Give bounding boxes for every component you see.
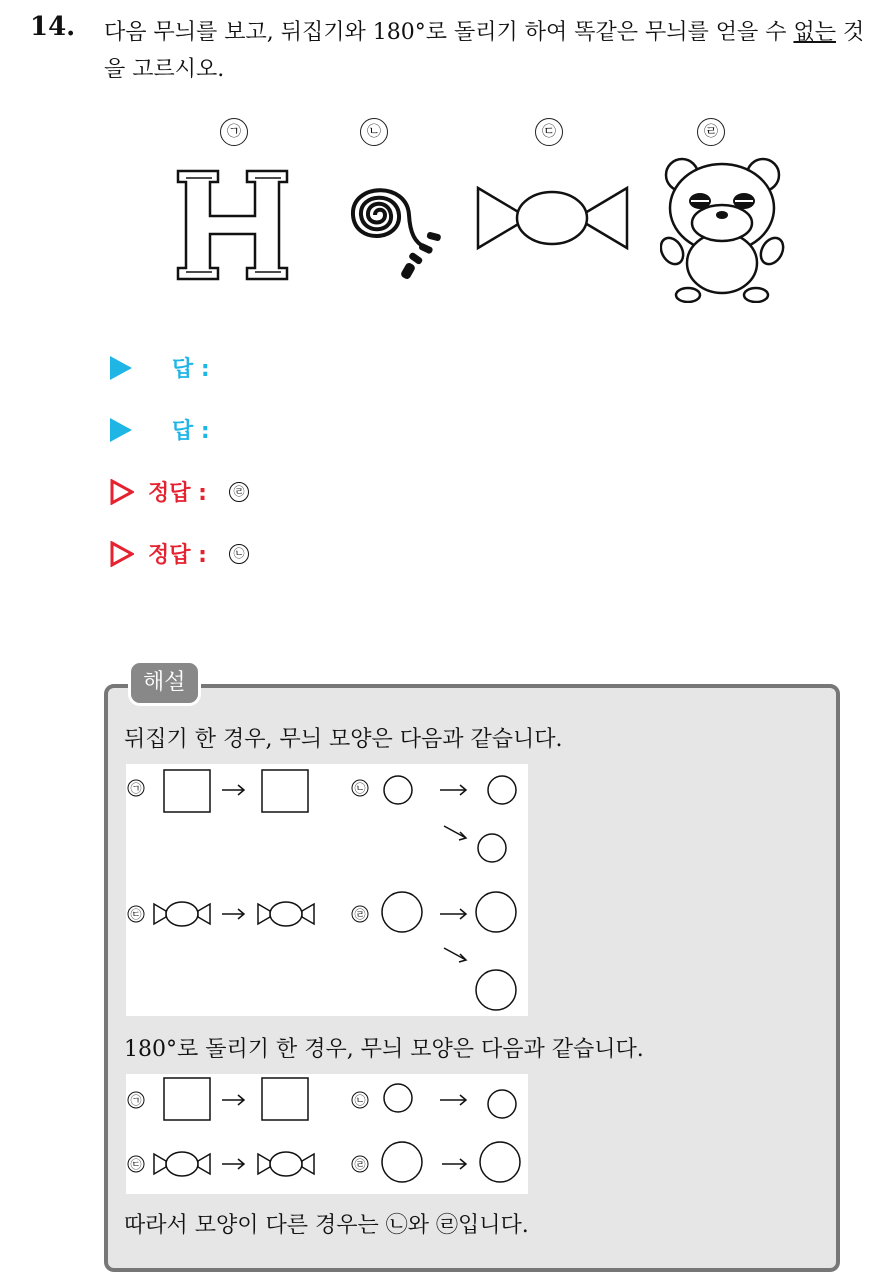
correct-value: ㉡ xyxy=(229,544,249,564)
question-text-part: 것을 고르시오. xyxy=(104,20,865,82)
panel-label: ㉠ xyxy=(130,1094,142,1107)
bear-figure xyxy=(660,153,785,303)
panel-label: ㉢ xyxy=(130,908,142,921)
play-outline-icon xyxy=(110,541,134,567)
panel-label: ㉡ xyxy=(354,1094,366,1107)
explanation-tab: 해설 xyxy=(128,660,201,706)
question-number: 14. xyxy=(30,12,76,42)
candy-figure xyxy=(475,183,630,253)
correct-value: ㉣ xyxy=(229,482,249,502)
correct-answer-row xyxy=(110,538,249,569)
figure-label: ㉡ xyxy=(360,118,388,146)
panel-label: ㉢ xyxy=(130,1158,142,1171)
answer-row xyxy=(110,352,232,383)
play-outline-icon xyxy=(110,479,134,505)
figure-label: ㉢ xyxy=(535,118,563,146)
play-icon xyxy=(110,418,132,442)
panel-label: ㉣ xyxy=(354,1158,366,1171)
figure-label: ㉣ xyxy=(697,118,725,146)
panel-label: ㉣ xyxy=(354,908,366,921)
correct-label: 정답 : xyxy=(148,481,207,506)
correct-answer-row xyxy=(110,476,249,507)
h-shape-figure xyxy=(175,168,290,283)
flip-diagram xyxy=(126,764,528,1016)
explanation-line: 180°로 돌리기 한 경우, 무늬 모양은 다음과 같습니다. xyxy=(124,1037,644,1062)
pattern-figures xyxy=(160,118,800,308)
rotate-diagram xyxy=(126,1074,528,1194)
answer-label: 답 : xyxy=(172,419,210,444)
explanation-line: 뒤집기 한 경우, 무늬 모양은 다음과 같습니다. xyxy=(124,727,563,752)
question-underlined: 없는 xyxy=(793,20,836,45)
question-text-part: 다음 무늬를 보고, 뒤집기와 180°로 돌리기 하여 똑같은 무늬를 얻을 수 xyxy=(104,20,794,45)
question-text xyxy=(104,14,874,88)
panel-label: ㉡ xyxy=(354,782,366,795)
play-icon xyxy=(110,356,132,380)
answer-label: 답 : xyxy=(172,357,210,382)
panel-label: ㉠ xyxy=(130,782,142,795)
explanation-line: 따라서 모양이 다른 경우는 ㉡와 ㉣입니다. xyxy=(124,1213,529,1238)
figure-label: ㉠ xyxy=(220,118,248,146)
spiral-figure xyxy=(325,163,445,288)
correct-label: 정답 : xyxy=(148,543,207,568)
answer-row xyxy=(110,414,232,445)
